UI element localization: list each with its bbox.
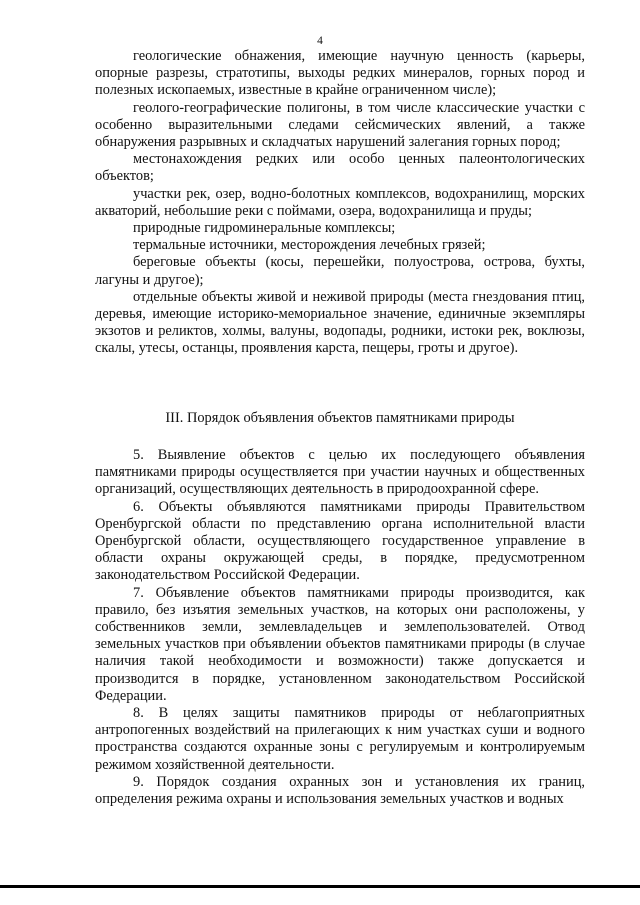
list-item: участки рек, озер, водно-болотных комплексов, водохранилищ, морских акваторий, небольшие реки с поймами, озера, водохранилища и пруды;: [95, 185, 585, 219]
clause-7: 7. Объявление объектов памятниками природы производится, как правило, без изъятия земельных участков, на которых они расположены, у собственников земли, землевладельцев и землепользователей. Отвод земельных участков при объявлении объектов памятниками природы (в случае наличия такой необходимости и возможности) также допускается и производится в порядке, установленном законодательством Российской Федерации.: [95, 584, 585, 704]
section-heading: III. Порядок объявления объектов памятниками природы: [165, 410, 515, 426]
page-number: 4: [317, 35, 323, 47]
clause-6: 6. Объекты объявляются памятниками природы Правительством Оренбургской области по представлению органа исполнительной власти Оренбургской области, осуществляющего государственное управление в области охраны окружающей среды, в порядке, предусмотренном законодательством Российской Федерации.: [95, 498, 585, 584]
list-item: геолого-географические полигоны, в том числе классические участки с особенно выразительными следами сейсмических явлений, а также обнаружения разрывных и складчатых нарушений залегания горных пород;: [95, 99, 585, 151]
clause-5: 5. Выявление объектов с целью их последующего объявления памятниками природы осуществляется при участии научных и общественных организаций, осуществляющих деятельность в природоохранной сфере.: [95, 447, 585, 498]
list-item: отдельные объекты живой и неживой природы (места гнездования птиц, деревья, имеющие историко-мемориальное значение, единичные экземпляры экзотов и реликтов, холмы, валуны, водопады, родники, истоки рек, воклюзы, скалы, утесы, останцы, проявления карста, пещеры, гроты и другое).: [95, 288, 585, 357]
clause-9: 9. Порядок создания охранных зон и установления их границ, определения режима охраны и использования земельных участков и водных: [95, 773, 585, 808]
list-item: береговые объекты (косы, перешейки, полуострова, острова, бухты, лагуны и другое);: [95, 254, 585, 288]
clause-8: 8. В целях защиты памятников природы от неблагоприятных антропогенных воздействий на прилегающих к ним участках суши и водного пространства создаются охранные зоны с регулируемым и контролируемым режимом хозяйственной деятельности.: [95, 705, 585, 773]
list-section: [95, 48, 585, 358]
clauses-section: [95, 447, 585, 808]
list-item: местонахождения редких или особо ценных палеонтологических объектов;: [95, 151, 585, 185]
bottom-border: [0, 885, 640, 888]
list-item: термальные источники, месторождения лечебных грязей;: [133, 237, 486, 254]
list-item: природные гидроминеральные комплексы;: [133, 220, 396, 237]
list-item: геологические обнажения, имеющие научную ценность (карьеры, опорные разрезы, стратотипы, выходы редких минералов, горных пород и полезных ископаемых, известные в крайне ограниченном числе);: [95, 48, 585, 99]
